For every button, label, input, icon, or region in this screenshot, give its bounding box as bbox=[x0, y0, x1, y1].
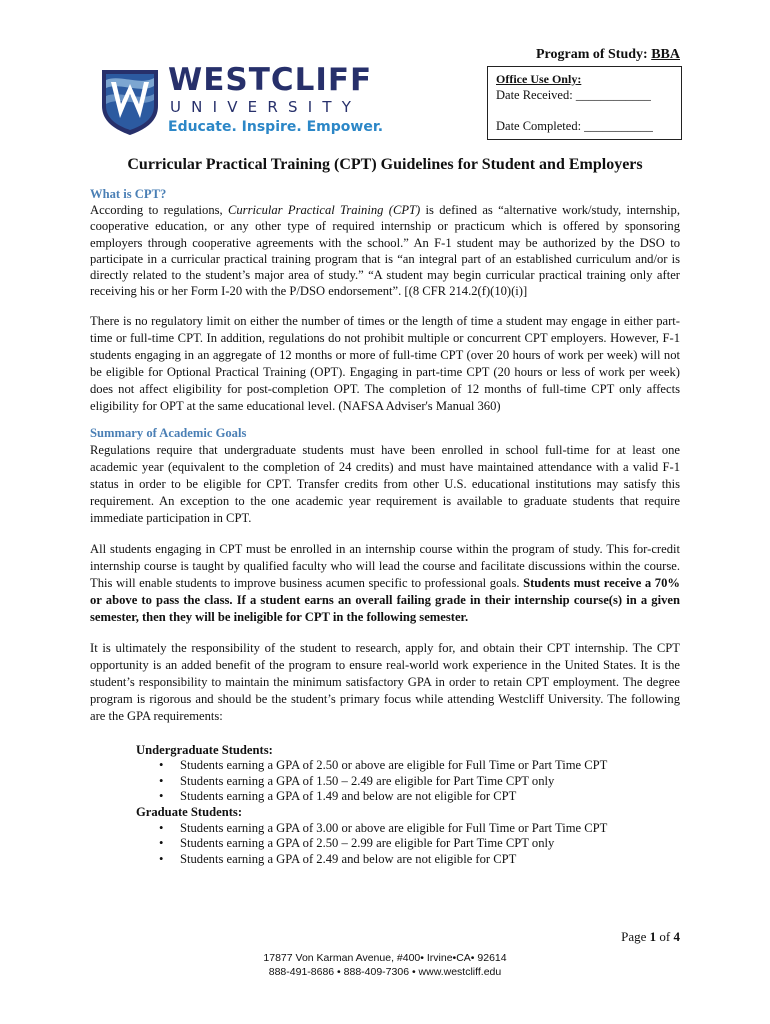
date-received-field: Date Received: ____________ bbox=[496, 88, 651, 102]
list-item: • Students earning a GPA of 1.49 and below are not eligible for CPT bbox=[159, 789, 517, 804]
bullet-icon: • bbox=[159, 851, 164, 866]
undergrad-title: Undergraduate Students: bbox=[136, 742, 273, 757]
date-completed-field: Date Completed: ___________ bbox=[496, 119, 653, 133]
university-shield-icon bbox=[100, 66, 160, 136]
footer-address: 17877 Von Karman Avenue, #400• Irvine•CA• 92614 bbox=[263, 952, 507, 964]
list-item: • Students earning a GPA of 2.50 – 2.99 are eligible for Part Time CPT only bbox=[159, 836, 555, 851]
bullet-icon: • bbox=[159, 836, 164, 851]
office-use-title: Office Use Only: bbox=[496, 72, 582, 86]
office-use-box bbox=[487, 66, 682, 140]
list-item: • Students earning a GPA of 2.50 or above are eligible for Full Time or Part Time CPT bbox=[159, 758, 608, 773]
summary-paragraph-2: All students engaging in CPT must be enrolled in an internship course within the program of study. This for-credit internship course is taught by qualified faculty who will lead the course and facilitate discussions within the course. This will enable students to improve business acumen specific to professional goals. Students must receive a 70% or above to pass the class. If a student earns an overall failing grade in their internship course(s) in a given semester, then they will be ineligible for CPT in the following semester. bbox=[90, 541, 680, 624]
footer-contact: 888-491-8686 • 888-409-7306 • www.westcliff.edu bbox=[268, 966, 502, 978]
list-item: • Students earning a GPA of 2.49 and below are not eligible for CPT bbox=[159, 851, 517, 866]
document-title: Curricular Practical Training (CPT) Guidelines for Student and Employers bbox=[127, 156, 643, 173]
logo-name-line2: UNIVERSITY bbox=[170, 98, 362, 116]
program-value: BBA bbox=[651, 47, 680, 62]
undergrad-list bbox=[136, 758, 680, 805]
bullet-icon: • bbox=[159, 820, 164, 835]
logo-name-line1: WESTCLIFF bbox=[168, 62, 373, 98]
footer bbox=[90, 951, 680, 979]
page-number: Page 1 of 4 bbox=[621, 929, 680, 944]
gpa-requirements bbox=[136, 743, 680, 868]
summary-paragraph-1: Regulations require that undergraduate students must have been enrolled in school full-time for at least one academic year (equivalent to the completion of 24 credits) and must have maintained attendance with a valid F-1 status in order to be eligible for CPT. Transfer credits from other U.S. educational institutions may satisfy this requirement. An exception to the one academic year requirement is available to graduate students that require immediate participation in CPT. bbox=[90, 442, 680, 525]
logo-tagline: Educate. Inspire. Empower. bbox=[168, 119, 384, 135]
document-body bbox=[90, 186, 680, 867]
program-label: Program of Study: bbox=[535, 47, 652, 62]
grad-list bbox=[136, 821, 680, 868]
what-is-cpt-paragraph-1: According to regulations, Curricular Practical Training (CPT) is defined as “alternative work/study, internship, cooperative education, or any other type of required internship or practicum which is offered by sponsoring employers through cooperative agreements with the school.” An F-1 student may be authorized by the DSO to participate in a curricular practical training program that is “an integral part of an established curriculum and/or is directly related to the student’s major area of study.” “A student may begin curricular practical training only after receiving his or her Form I-20 with the P/DSO endorsement”. [(8 CFR 214.2(f)(10)(i)] bbox=[90, 203, 680, 299]
summary-paragraph-3: It is ultimately the responsibility of the student to research, apply for, and obtain their CPT internship. The CPT opportunity is an added benefit of the program to ensure real-world work experience in the United States. It is the student’s responsibility to maintain the minimum satisfactory GPA in order to retain CPT employment. The degree program is rigorous and should be the student’s primary focus while attending Westcliff University. The following are the GPA requirements: bbox=[90, 640, 680, 723]
program-of-study bbox=[500, 47, 680, 63]
bullet-icon: • bbox=[159, 758, 164, 773]
what-is-cpt-heading: What is CPT? bbox=[90, 187, 167, 201]
list-item: • Students earning a GPA of 3.00 or above are eligible for Full Time or Part Time CPT bbox=[159, 820, 608, 835]
list-item: • Students earning a GPA of 1.50 – 2.49 are eligible for Part Time CPT only bbox=[159, 773, 555, 788]
summary-heading: Summary of Academic Goals bbox=[90, 426, 247, 441]
bullet-icon: • bbox=[159, 773, 164, 788]
bullet-icon: • bbox=[159, 789, 164, 804]
grad-title: Graduate Students: bbox=[136, 805, 243, 819]
what-is-cpt-paragraph-2: There is no regulatory limit on either the number of times or the length of time a student may engage in either part-time or full-time CPT. In addition, regulations do not prohibit multiple or concurrent CPT employers. However, F-1 students engaging in an aggregate of 12 months or more of full-time CPT (over 20 hours of work per week) will not be eligible for Optional Practical Training (OPT). Engaging in part-time CPT (20 hours or less of work per week) does not affect eligibility for post-completion OPT. The completion of 12 months of full-time CPT only affects eligibility for OPT at the same educational level. (NAFSA Adviser's Manual 360) bbox=[90, 314, 680, 414]
